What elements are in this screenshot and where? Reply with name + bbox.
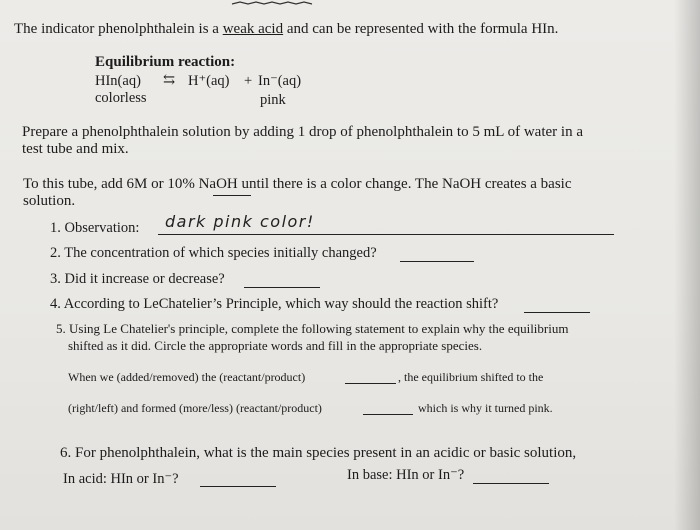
equilibrium-product-h: H⁺(aq)	[188, 73, 230, 89]
intro-weak-acid: weak acid	[222, 21, 284, 37]
q6-base-prompt: In base: HIn or In⁻?	[347, 467, 465, 483]
q5-blank-2[interactable]	[363, 414, 413, 415]
equilibrium-plus: +	[244, 73, 253, 89]
cut-off-heading-remnant	[230, 0, 350, 6]
tube-line-1: To this tube, add 6M or 10% NaOH until there is a color change. The NaOH creates a basic	[23, 176, 572, 192]
pink-label: pink	[260, 92, 286, 108]
prepare-line-2: test tube and mix.	[22, 141, 129, 157]
intro-text-after: and can be represented with the formula HIn.	[283, 21, 559, 37]
equilibrium-product-in: In⁻(aq)	[258, 73, 302, 89]
q3-answer-line[interactable]	[244, 287, 320, 288]
equilibrium-heading: Equilibrium reaction:	[95, 54, 236, 70]
q5-statement-2-part-b: which is why it turned pink.	[418, 401, 553, 415]
intro-line	[14, 21, 558, 38]
q6-base-answer-line[interactable]	[473, 483, 549, 484]
prepare-line-1: Prepare a phenolphthalein solution by adding 1 drop of phenolphthalein to 5 mL of water in a	[22, 124, 583, 140]
q2-question: 2. The concentration of which species initially changed?	[50, 245, 377, 261]
colorless-label: colorless	[95, 90, 147, 106]
q5-line-1: 5. Using Le Chatelier's principle, complete the following statement to explain why the equilibrium	[56, 321, 569, 336]
q5-statement-2-part-a: (right/left) and formed (more/less) (reactant/product)	[68, 401, 322, 415]
q4-answer-line[interactable]	[524, 312, 590, 313]
q2-answer-line[interactable]	[400, 261, 474, 262]
intro-text-before: The indicator phenolphthalein is a	[14, 21, 223, 37]
q4-question: 4. According to LeChatelier’s Principle, which way should the reaction shift?	[50, 296, 499, 312]
q5-statement-1-part-b: , the equilibrium shifted to the	[398, 370, 544, 384]
q6-acid-prompt: In acid: HIn or In⁻?	[63, 471, 179, 487]
q3-question: 3. Did it increase or decrease?	[50, 271, 225, 287]
q1-label: 1. Observation:	[50, 220, 140, 236]
q6-question: 6. For phenolphthalein, what is the main species present in an acidic or basic solution,	[60, 445, 577, 461]
tube-line-2: solution.	[23, 193, 76, 209]
q6-acid-answer-line[interactable]	[200, 486, 276, 487]
q5-blank-1[interactable]	[345, 383, 396, 384]
equilibrium-arrow-icon: ⇆	[163, 72, 176, 88]
naoh-underline	[213, 195, 251, 196]
equilibrium-reactant: HIn(aq)	[95, 73, 141, 89]
q1-handwritten-answer[interactable]: dark pink color!	[165, 212, 315, 231]
q5-line-2: shifted as it did. Circle the appropriate words and fill in the appropriate species.	[68, 338, 483, 353]
q5-statement-1-part-a: When we (added/removed) the (reactant/product)	[68, 370, 306, 384]
q1-answer-line[interactable]	[158, 234, 614, 235]
